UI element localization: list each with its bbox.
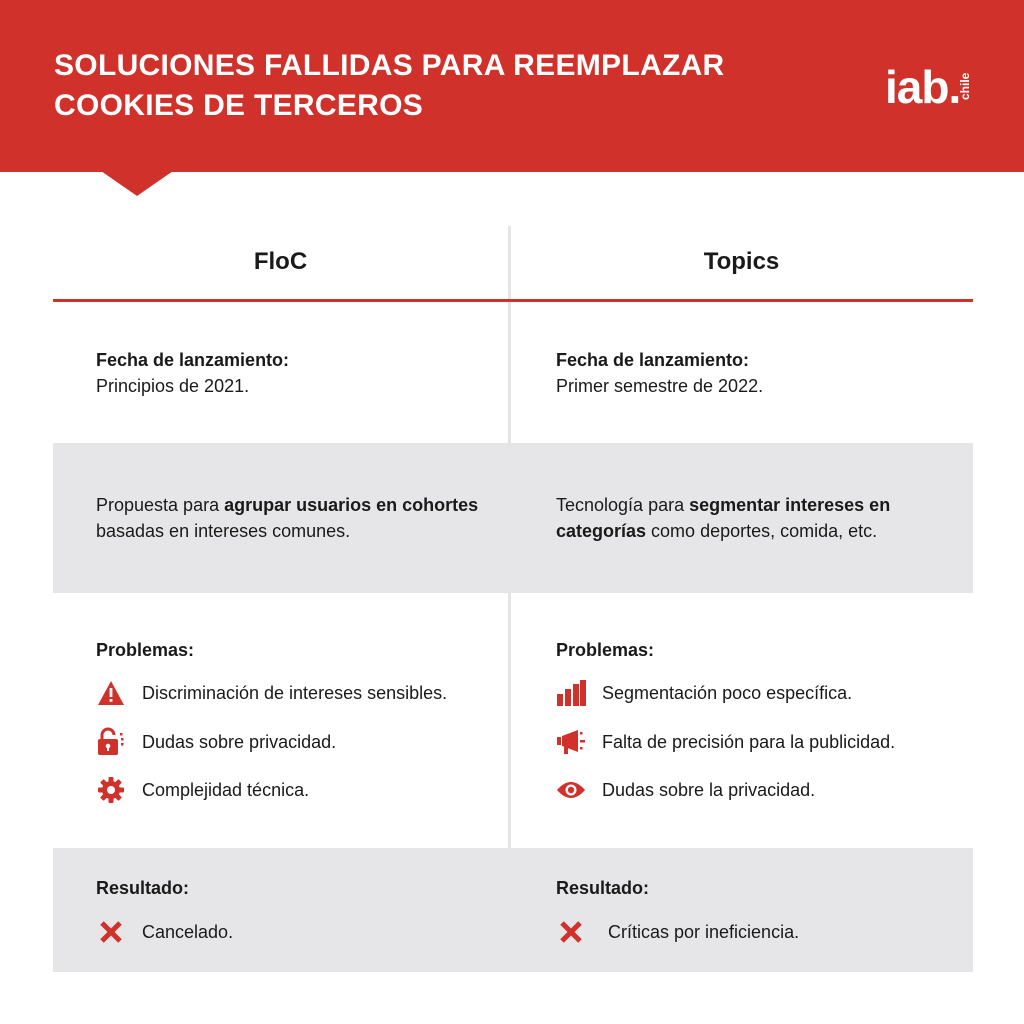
topics-desc-pre: Tecnología para (556, 495, 690, 515)
floc-problem-2-text: Dudas sobre privacidad. (142, 731, 337, 752)
topics-desc-bold: segmentar intereses en categorías (556, 495, 891, 541)
warning-icon (96, 678, 126, 708)
floc-problems-label (96, 637, 194, 663)
column-heading-floc: FloC (253, 248, 308, 275)
floc-problem-3 (96, 775, 309, 805)
logo-sub-text: chile (958, 72, 972, 100)
topics-launch-label: Fecha de lanzamiento: (556, 350, 750, 370)
gear-icon (96, 775, 126, 805)
topics-launch (556, 347, 763, 399)
floc-desc-bold: agrupar usuarios en cohortes (224, 495, 479, 515)
column-heading-topics: Topics (703, 248, 780, 275)
floc-problem-2 (96, 727, 336, 757)
logo-main-text: iab. (885, 61, 961, 113)
result-band (53, 848, 973, 972)
floc-result-text: Cancelado. (142, 921, 234, 942)
topics-launch-value: Primer semestre de 2022. (556, 376, 764, 396)
topics-problem-2 (556, 727, 895, 757)
topics-result-heading: Resultado: (556, 878, 650, 898)
floc-problem-3-text: Complejidad técnica. (142, 779, 310, 800)
cross-icon (96, 917, 126, 947)
topics-problem-2-text: Falta de precisión para la publicidad. (602, 731, 896, 752)
floc-description (96, 492, 486, 544)
floc-launch-label: Fecha de lanzamiento: (96, 350, 290, 370)
eye-icon (556, 775, 586, 805)
cross-icon (556, 917, 586, 947)
floc-problem-1-text: Discriminación de intereses sensibles. (142, 682, 448, 703)
floc-result-heading: Resultado: (96, 878, 190, 898)
page-title (54, 46, 754, 126)
floc-launch (96, 347, 289, 399)
heading-underline (53, 299, 973, 302)
topics-result (556, 917, 799, 947)
unlock-icon (96, 727, 126, 757)
floc-problems-heading: Problemas: (96, 640, 195, 660)
megaphone-icon (556, 727, 586, 757)
topics-result-label (556, 875, 649, 901)
floc-result (96, 917, 233, 947)
topics-problems-heading: Problemas: (556, 640, 655, 660)
topics-problem-3 (556, 775, 815, 805)
header-banner (0, 0, 1024, 172)
bar-chart-icon (556, 678, 586, 708)
title-line-2: COOKIES DE TERCEROS (54, 89, 424, 122)
topics-problems-label (556, 637, 654, 663)
column-divider (508, 226, 511, 848)
header-pointer (101, 171, 173, 196)
topics-problem-3-text: Dudas sobre la privacidad. (602, 779, 816, 800)
topics-problem-1-text: Segmentación poco específica. (602, 682, 853, 703)
topics-problem-1 (556, 678, 852, 708)
floc-problem-1 (96, 678, 447, 708)
topics-description (556, 492, 956, 544)
floc-launch-value: Principios de 2021. (96, 376, 250, 396)
topics-desc-post: como deportes, comida, etc. (646, 521, 878, 541)
iab-chile-logo (885, 62, 980, 118)
floc-desc-pre: Propuesta para (96, 495, 225, 515)
floc-desc-post: basadas en intereses comunes. (96, 521, 351, 541)
floc-result-label (96, 875, 189, 901)
topics-result-text: Críticas por ineficiencia. (608, 921, 800, 942)
title-line-1: SOLUCIONES FALLIDAS PARA REEMPLAZAR (54, 49, 725, 82)
